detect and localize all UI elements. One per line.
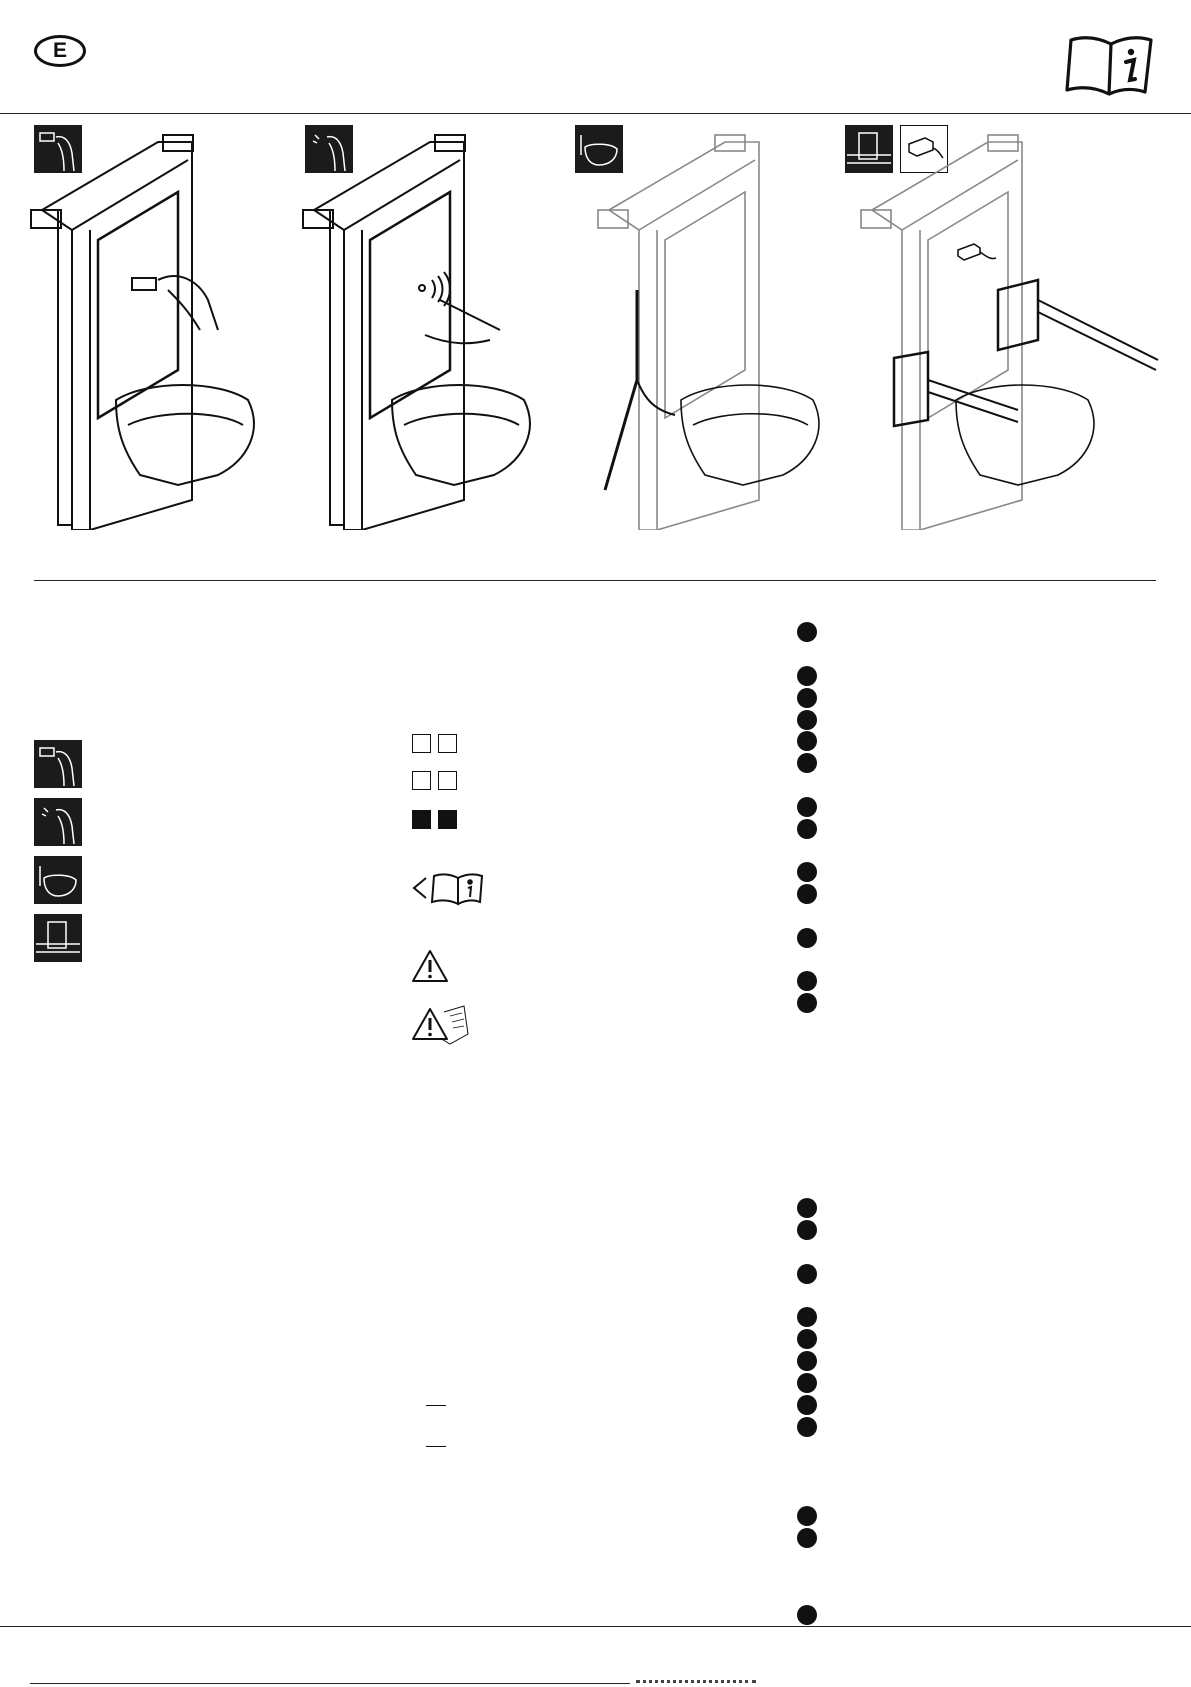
empty-box-icon xyxy=(412,734,431,753)
blank-line xyxy=(426,1405,446,1406)
empty-box-icon xyxy=(412,771,431,790)
legend-shower-toilet-icon xyxy=(34,856,82,904)
step-bullet xyxy=(797,1528,817,1548)
step-bullet xyxy=(797,1395,817,1415)
manual-flush-plate-illustration xyxy=(28,130,268,530)
step-bullet xyxy=(797,884,817,904)
step-bullet xyxy=(797,731,817,751)
step-bullet xyxy=(797,1264,817,1284)
filled-box-icon xyxy=(412,810,431,829)
step-bullet xyxy=(797,1351,817,1371)
footer-rule xyxy=(30,1683,630,1684)
step-bullet xyxy=(797,1373,817,1393)
manual-info-icon xyxy=(1065,32,1155,98)
filled-box-icon xyxy=(438,810,457,829)
empty-box-icon xyxy=(438,734,457,753)
shower-toilet-connection-illustration xyxy=(595,130,825,530)
legend-wall-plate-icon xyxy=(34,914,82,962)
step-bullet xyxy=(797,862,817,882)
step-bullet xyxy=(797,819,817,839)
footer-marks xyxy=(636,1680,756,1687)
header-divider xyxy=(0,113,1191,114)
step-bullet xyxy=(797,1605,817,1625)
touchless-flush-plate-illustration xyxy=(300,130,550,530)
illustration-divider xyxy=(34,580,1156,581)
footer-divider xyxy=(0,1626,1191,1627)
language-code: E xyxy=(52,39,67,62)
step-bullet xyxy=(797,1417,817,1437)
warning-icon xyxy=(410,948,450,984)
step-bullet xyxy=(797,993,817,1013)
language-badge xyxy=(34,35,86,67)
step-bullet xyxy=(797,928,817,948)
legend-hand-press-icon xyxy=(34,740,82,788)
step-bullet xyxy=(797,797,817,817)
grab-bar-illustration xyxy=(858,130,1168,530)
step-bullet xyxy=(797,1506,817,1526)
step-bullet xyxy=(797,1220,817,1240)
step-bullet xyxy=(797,1329,817,1349)
blank-line xyxy=(426,1446,446,1447)
step-bullet xyxy=(797,622,817,642)
empty-box-icon xyxy=(438,771,457,790)
step-bullet xyxy=(797,1307,817,1327)
step-bullet xyxy=(797,710,817,730)
step-bullet xyxy=(797,753,817,773)
step-bullet xyxy=(797,971,817,991)
warning-document-icon xyxy=(410,1004,470,1048)
legend-hand-wave-icon xyxy=(34,798,82,846)
step-bullet xyxy=(797,1198,817,1218)
step-bullet xyxy=(797,688,817,708)
step-bullet xyxy=(797,666,817,686)
refer-manual-icon xyxy=(410,868,490,908)
